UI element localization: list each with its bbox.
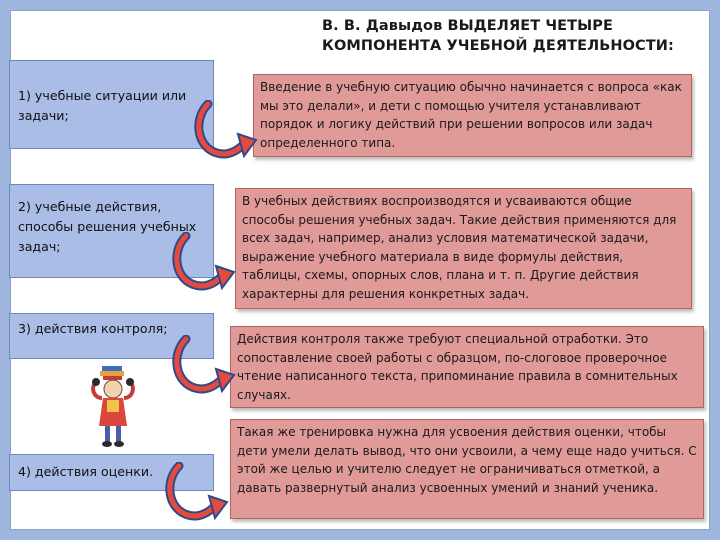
curved-arrow-icon bbox=[165, 462, 231, 524]
description-box-1: Введение в учебную ситуацию обычно начинается с вопроса «как мы это делали», и дети с помощью учителя устанавливают порядок и логику действий при решении вопросов или задач определенного типа. bbox=[253, 74, 692, 157]
title-line-1: В. В. Давыдов ВЫДЕЛЯЕТ ЧЕТЫРЕ bbox=[322, 18, 614, 34]
curved-arrow-icon bbox=[172, 335, 238, 397]
curved-arrow-icon bbox=[194, 100, 260, 162]
component-box-1: 1) учебные ситуации или задачи; bbox=[9, 60, 214, 149]
title-line-2: КОМПОНЕНТА УЧЕБНОЙ ДЕЯТЕЛЬНОСТИ: bbox=[322, 38, 674, 54]
component-box-4: 4) действия оценки. bbox=[9, 454, 214, 491]
component-box-3: 3) действия контроля; bbox=[9, 313, 214, 359]
slide-title bbox=[322, 16, 692, 56]
description-box-4: Такая же тренировка нужна для усвоения действия оценки, чтобы дети умели делать вывод, что они усвоили, а чему еще надо учиться. С этой же целью и учителю следует не ограничиваться отметкой, а давать развернутый анализ усвоенных умений и знаний ученика. bbox=[230, 419, 704, 519]
description-box-3: Действия контроля также требуют специальной отработки. Это сопоставление своей работы с образцом, по-слоговое проверочное чтение написанного текста, припоминание правила в сомнительных случаях. bbox=[230, 326, 704, 408]
description-box-2: В учебных действиях воспроизводятся и усваиваются общие способы решения учебных задач. Такие действия применяются для всех задач, например, анализ условия математической задачи, выражение учебного материала в виде формулы действия, таблицы, схемы, опорных слов, плана и т. п. Другие действия характерны для решения конкретных задач. bbox=[235, 188, 692, 309]
component-box-2: 2) учебные действия, способы решения учебных задач; bbox=[9, 184, 214, 278]
curved-arrow-icon bbox=[172, 232, 238, 294]
child-with-books-illustration bbox=[82, 364, 144, 450]
